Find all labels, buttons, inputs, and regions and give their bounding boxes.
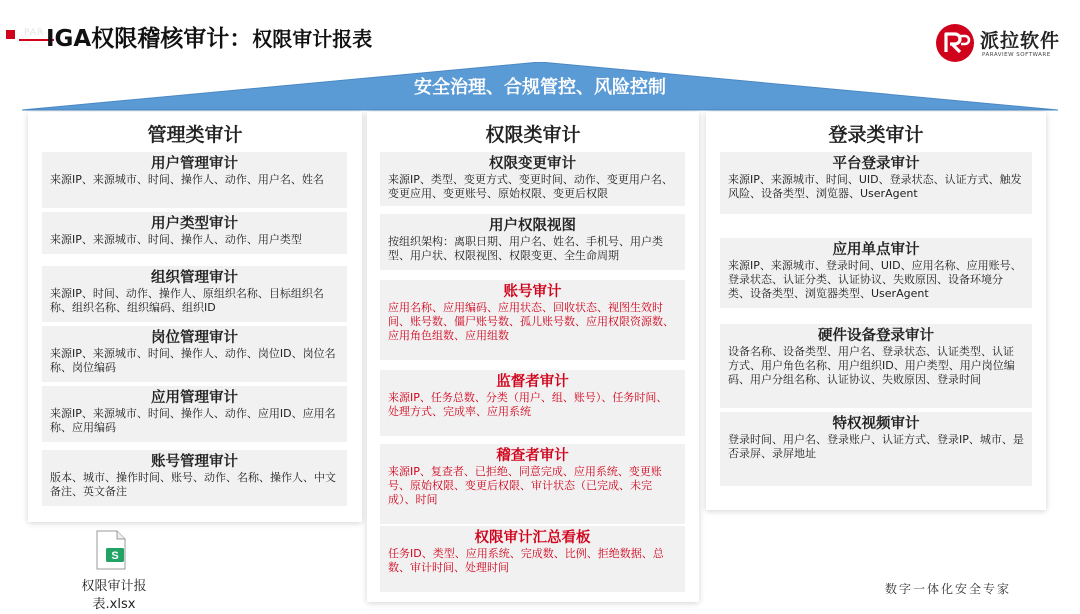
title-marker xyxy=(6,30,15,39)
card-title: 用户权限视图 xyxy=(489,218,576,234)
card-title: 账号审计 xyxy=(503,284,562,300)
card-privileged-video[interactable] xyxy=(720,412,1032,486)
card-title: 用户类型审计 xyxy=(151,216,238,232)
card-text: 任务ID、类型、应用系统、完成数、比例、拒绝数据、总数、审计时间、处理时间 xyxy=(388,547,664,574)
card-user-management[interactable] xyxy=(42,152,347,208)
card-text: 来源IP、任务总数、分类（用户、组、账号）、任务时间、处理方式、完成率、应用系统 xyxy=(388,391,668,418)
card-permission-change[interactable] xyxy=(380,152,685,206)
card-title: 应用管理审计 xyxy=(151,390,238,406)
card-text: 来源IP、时间、动作、操作人、原组织名称、目标组织名称、组织名称、组织编码、组织ID xyxy=(50,287,324,314)
file-badge: S xyxy=(111,550,119,562)
logo-name-en: PARAVIEW SOFTWARE xyxy=(982,52,1051,58)
card-text: 来源IP、类型、变更方式、变更时间、动作、变更用户名、变更应用、变更账号、原始权限、变更后权限 xyxy=(388,173,673,200)
card-title: 岗位管理审计 xyxy=(151,330,238,346)
card-position-management[interactable] xyxy=(42,326,347,382)
page-title xyxy=(46,20,372,53)
card-text: 来源IP、来源城市、登录时间、UID、应用名称、应用账号、登录状态、认证分类、认证协议、失败原因、设备环境分类、设备类型、浏览器类型、UserAgent xyxy=(728,259,1022,300)
card-text: 来源IP、来源城市、时间、UID、登录状态、认证方式、触发风险、设备类型、浏览器、UserAgent xyxy=(728,173,1022,200)
card-user-permission-view[interactable] xyxy=(380,214,685,270)
column-permission-audit xyxy=(367,112,699,602)
card-supervisor-audit[interactable] xyxy=(380,370,685,436)
title-ghost-text: PAR xyxy=(24,28,45,38)
column-title: 权限类审计 xyxy=(485,124,581,146)
card-title: 特权视频审计 xyxy=(832,416,920,432)
card-title: 硬件设备登录审计 xyxy=(818,328,934,344)
company-logo xyxy=(936,24,1076,64)
card-title: 账号管理审计 xyxy=(151,454,238,470)
logo-name-cn: 派拉软件 xyxy=(980,30,1061,52)
page-subtitle: 权限审计报表 xyxy=(252,27,373,51)
card-audit-summary-dashboard[interactable] xyxy=(380,526,685,592)
card-account-management[interactable] xyxy=(42,450,347,506)
card-title: 应用单点审计 xyxy=(832,242,920,258)
column-management-audit xyxy=(28,112,362,522)
card-app-management[interactable] xyxy=(42,386,347,442)
card-title: 监督者审计 xyxy=(496,374,569,390)
card-text: 来源IP、来源城市、时间、操作人、动作、用户名、姓名 xyxy=(50,173,324,186)
column-title: 登录类审计 xyxy=(828,124,924,146)
card-hardware-device-login[interactable] xyxy=(720,324,1032,408)
card-text: 按组织架构：离职日期、用户名、姓名、手机号、用户类型、用户状、权限视图、权限变更、全生命周期 xyxy=(388,235,663,262)
card-title: 用户管理审计 xyxy=(151,156,238,172)
card-title: 平台登录审计 xyxy=(832,156,920,172)
card-text: 来源IP、来源城市、时间、操作人、动作、应用ID、应用名称、应用编码 xyxy=(50,407,336,434)
card-platform-login[interactable] xyxy=(720,152,1032,214)
card-app-sso[interactable] xyxy=(720,238,1032,308)
page-title-main: IGA权限稽核审计： xyxy=(46,26,253,52)
card-text: 登录时间、用户名、登录账户、认证方式、登录IP、城市、是否录屏、录屏地址 xyxy=(728,433,1024,460)
column-title: 管理类审计 xyxy=(147,124,243,146)
logo-badge-icon xyxy=(936,24,974,62)
card-title: 稽查者审计 xyxy=(496,448,569,464)
card-text: 来源IP、来源城市、时间、操作人、动作、岗位ID、岗位名称、岗位编码 xyxy=(50,347,336,374)
card-user-type[interactable] xyxy=(42,212,347,254)
spreadsheet-file-icon[interactable] xyxy=(95,530,127,570)
card-text: 版本、城市、操作时间、账号、动作、名称、操作人、中文备注、英文备注 xyxy=(50,471,336,498)
card-title: 权限审计汇总看板 xyxy=(474,530,591,546)
card-text: 应用名称、应用编码、应用状态、回收状态、视图生效时间、账号数、僵尸账号数、孤儿账号数、应用权限资源数、应用角色组数、应用组数 xyxy=(388,301,674,342)
card-title: 权限变更审计 xyxy=(489,156,576,172)
banner-text: 安全治理、合规管控、风险控制 xyxy=(414,77,666,98)
card-text: 来源IP、来源城市、时间、操作人、动作、用户类型 xyxy=(50,233,302,246)
column-login-audit xyxy=(706,112,1046,510)
card-title: 组织管理审计 xyxy=(151,270,238,286)
card-inspector-audit[interactable] xyxy=(380,444,685,524)
card-text: 来源IP、复查者、已拒绝、同意完成、应用系统、变更账号、原始权限、变更后权限、审计状态（已完成、未完成）、时间 xyxy=(388,465,662,506)
card-account-audit[interactable] xyxy=(380,280,685,360)
card-org-management[interactable] xyxy=(42,266,347,322)
card-text: 设备名称、设备类型、用户名、登录状态、认证类型、认证方式、用户角色名称、用户组织ID、用户类型、用户岗位编码、用户分组名称、认证协议、失败原因、登录时间 xyxy=(728,345,1015,386)
file-name[interactable]: 权限审计报表.xlsx xyxy=(81,579,147,612)
slogan: 数字一体化安全专家 xyxy=(885,582,1012,596)
